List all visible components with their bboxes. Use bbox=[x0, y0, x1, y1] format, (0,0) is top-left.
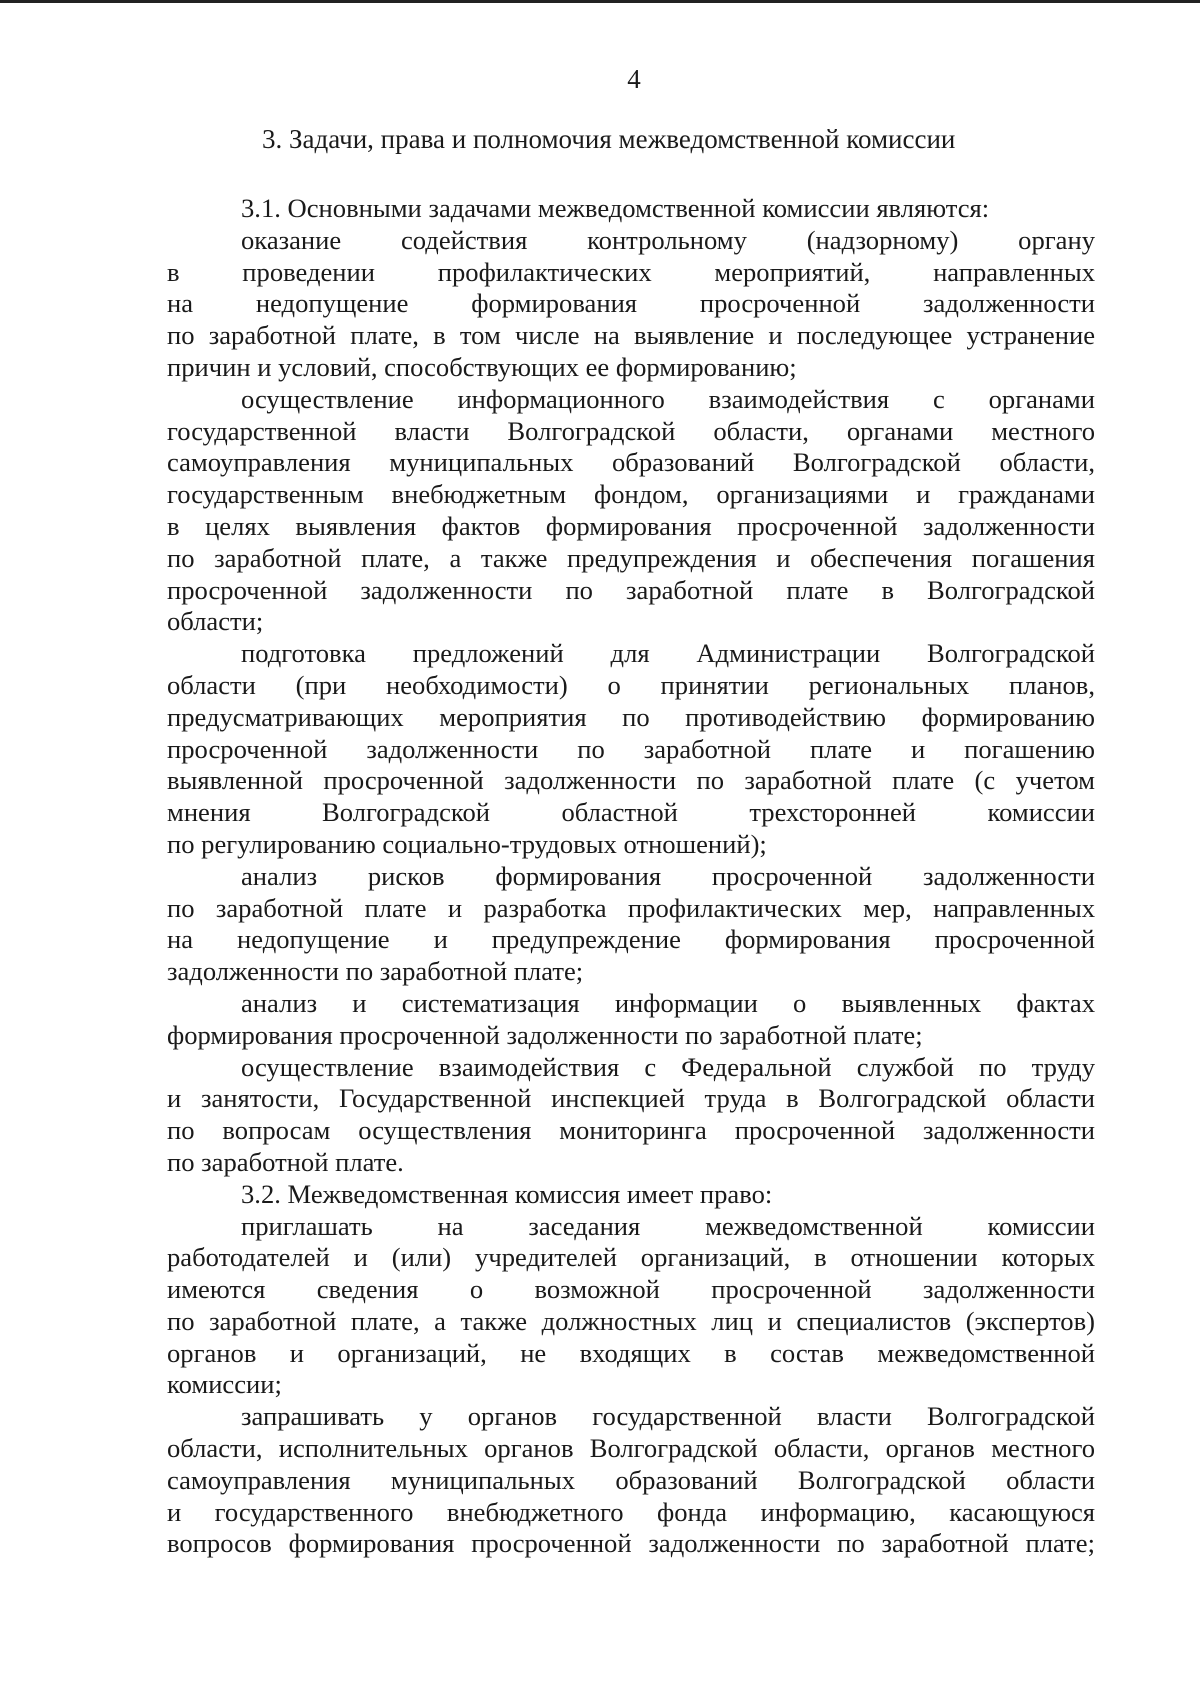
section-title: 3. Задачи, права и полномочия межведомственной комиссии bbox=[262, 124, 956, 154]
document-body bbox=[167, 193, 1095, 1560]
text-line: задолженности по заработной плате; bbox=[167, 956, 584, 987]
scan-top-border bbox=[0, 0, 1200, 3]
text-line: анализ и систематизация информации о выявленных фактах bbox=[241, 987, 1095, 1018]
text-line: в целях выявления фактов формирования просроченной задолженности bbox=[167, 510, 1095, 541]
text-line: области; bbox=[167, 606, 264, 637]
text-line: вопросов формирования просроченной задолженности по заработной плате; bbox=[167, 1528, 1095, 1559]
text-line: области (при необходимости) о принятии региональных планов, bbox=[167, 669, 1095, 700]
text-line: области, исполнительных органов Волгоградской области, органов местного bbox=[167, 1433, 1095, 1464]
text-line: по вопросам осуществления мониторинга просроченной задолженности bbox=[167, 1115, 1095, 1146]
text-line: анализ рисков формирования просроченной задолженности bbox=[241, 860, 1095, 891]
text-line: подготовка предложений для Администрации Волгоградской bbox=[241, 638, 1095, 669]
text-line: по заработной плате, в том числе на выявление и последующее устранение bbox=[167, 320, 1095, 351]
text-line: и государственного внебюджетного фонда информацию, касающуюся bbox=[167, 1496, 1095, 1527]
text-line: государственной власти Волгоградской области, органами местного bbox=[167, 415, 1095, 446]
text-line: причин и условий, способствующих ее формированию; bbox=[167, 351, 797, 382]
text-line: по заработной плате. bbox=[167, 1146, 404, 1177]
text-line: осуществление взаимодействия с Федеральной службой по труду bbox=[241, 1051, 1095, 1082]
text-line: органов и организаций, не входящих в состав межведомственной bbox=[167, 1337, 1095, 1368]
text-line: просроченной задолженности по заработной плате в Волгоградской bbox=[167, 574, 1095, 605]
text-line: по заработной плате, а также предупреждения и обеспечения погашения bbox=[167, 542, 1095, 573]
text-line: на недопущение и предупреждение формирования просроченной bbox=[167, 924, 1095, 955]
page-number: 4 bbox=[627, 64, 641, 94]
text-line: работодателей и (или) учредителей организаций, в отношении которых bbox=[167, 1242, 1095, 1273]
text-line: осуществление информационного взаимодействия с органами bbox=[241, 383, 1095, 414]
text-line: самоуправления муниципальных образований Волгоградской области, bbox=[167, 447, 1095, 478]
text-line: государственным внебюджетным фондом, организациями и гражданами bbox=[167, 479, 1095, 510]
text-line: самоуправления муниципальных образований Волгоградской области bbox=[167, 1464, 1095, 1495]
text-line: запрашивать у органов государственной власти Волгоградской bbox=[241, 1401, 1095, 1432]
text-line: комиссии; bbox=[167, 1369, 282, 1400]
text-line: 3.2. Межведомственная комиссия имеет право: bbox=[241, 1178, 773, 1209]
text-line: по заработной плате и разработка профилактических мер, направленных bbox=[167, 892, 1095, 923]
text-line: формирования просроченной задолженности по заработной плате; bbox=[167, 1019, 923, 1050]
text-line: 3.1. Основными задачами межведомственной комиссии являются: bbox=[241, 193, 990, 223]
text-line: выявленной просроченной задолженности по заработной плате (с учетом bbox=[167, 765, 1095, 796]
text-line: по регулированию социально-трудовых отношений); bbox=[167, 828, 767, 859]
text-line: просроченной задолженности по заработной плате и погашению bbox=[167, 733, 1095, 764]
text-line: на недопущение формирования просроченной задолженности bbox=[167, 288, 1095, 319]
text-line: имеются сведения о возможной просроченной задолженности bbox=[167, 1274, 1095, 1305]
text-line: оказание содействия контрольному (надзорному) органу bbox=[241, 224, 1095, 255]
text-line: предусматривающих мероприятия по противодействию формированию bbox=[167, 701, 1095, 732]
text-line: мнения Волгоградской областной трехсторонней комиссии bbox=[167, 797, 1095, 828]
text-line: в проведении профилактических мероприятий, направленных bbox=[167, 256, 1095, 287]
text-line: по заработной плате, а также должностных лиц и специалистов (экспертов) bbox=[167, 1305, 1095, 1336]
text-line: и занятости, Государственной инспекцией труда в Волгоградской области bbox=[167, 1083, 1095, 1114]
text-line: приглашать на заседания межведомственной комиссии bbox=[241, 1210, 1095, 1241]
